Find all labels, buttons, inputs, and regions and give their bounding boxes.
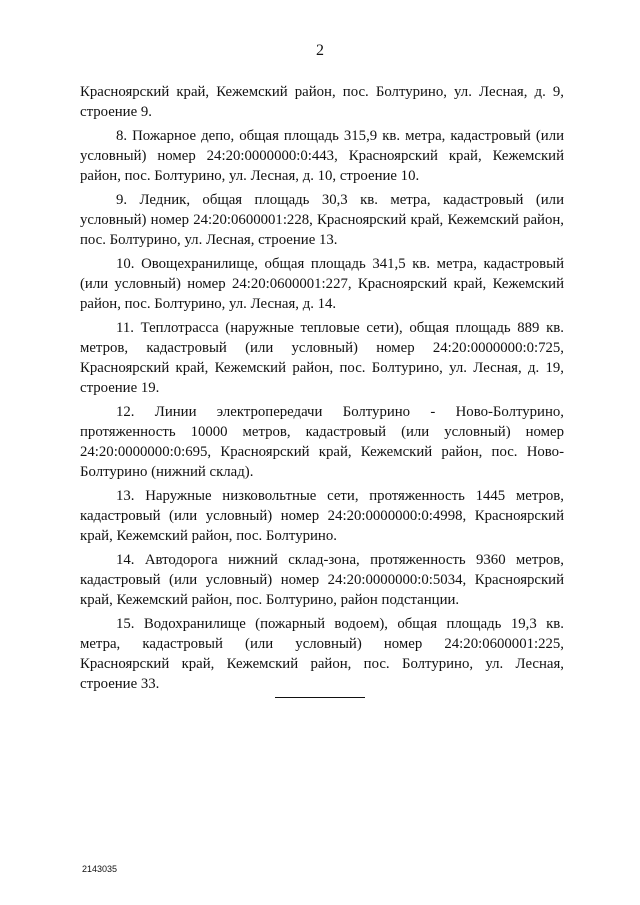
list-item: 8. Пожарное депо, общая площадь 315,9 кв. метра, кадастровый (или условный) номер 24:20:0000000:0:443, Красноярский край, Кежемский район, пос. Болтурино, ул. Лесная, д. 10, строение 10. bbox=[80, 128, 564, 184]
page-number: 2 bbox=[316, 42, 324, 59]
list-item: 15. Водохранилище (пожарный водоем), общая площадь 19,3 кв. метра, кадастровый (или условный) номер 24:20:0600001:225, Красноярский край, Кежемский район, пос. Болтурино, ул. Лесная, строение 33. bbox=[80, 616, 564, 692]
document-code: 2143035 bbox=[82, 864, 118, 874]
document-body bbox=[80, 82, 564, 698]
list-item: 11. Теплотрасса (наружные тепловые сети), общая площадь 889 кв. метров, кадастровый (или условный) номер 24:20:0000000:0:725, Красноярский край, Кежемский район, пос. Болтурино, ул. Лесная, д. 19, строение 19. bbox=[80, 320, 564, 396]
list-item: 10. Овощехранилище, общая площадь 341,5 кв. метра, кадастровый (или условный) номер 24:20:0600001:227, Красноярский край, Кежемский район, пос. Болтурино, ул. Лесная, д. 14. bbox=[80, 256, 564, 312]
list-item: 9. Ледник, общая площадь 30,3 кв. метра, кадастровый (или условный) номер 24:20:0600001:228, Красноярский край, Кежемский район, пос. Болтурино, ул. Лесная, строение 13. bbox=[80, 192, 564, 248]
list-item: 12. Линии электропередачи Болтурино - Ново-Болтурино, протяженность 10000 метров, кадастровый (или условный) номер 24:20:0000000:0:695, Красноярский край, Кежемский район, пос. Ново-Болтурино (нижний склад). bbox=[80, 404, 564, 480]
paragraph-continuation: Красноярский край, Кежемский район, пос. Болтурино, ул. Лесная, д. 9, строение 9. bbox=[80, 84, 564, 120]
end-divider bbox=[275, 697, 365, 698]
list-item: 13. Наружные низковольтные сети, протяженность 1445 метров, кадастровый (или условный) номер 24:20:0000000:0:4998, Красноярский край, Кежемский район, пос. Болтурино. bbox=[80, 488, 564, 544]
list-item: 14. Автодорога нижний склад-зона, протяженность 9360 метров, кадастровый (или условный) номер 24:20:0000000:0:5034, Красноярский край, Кежемский район, пос. Болтурино, район подстанции. bbox=[80, 552, 564, 608]
